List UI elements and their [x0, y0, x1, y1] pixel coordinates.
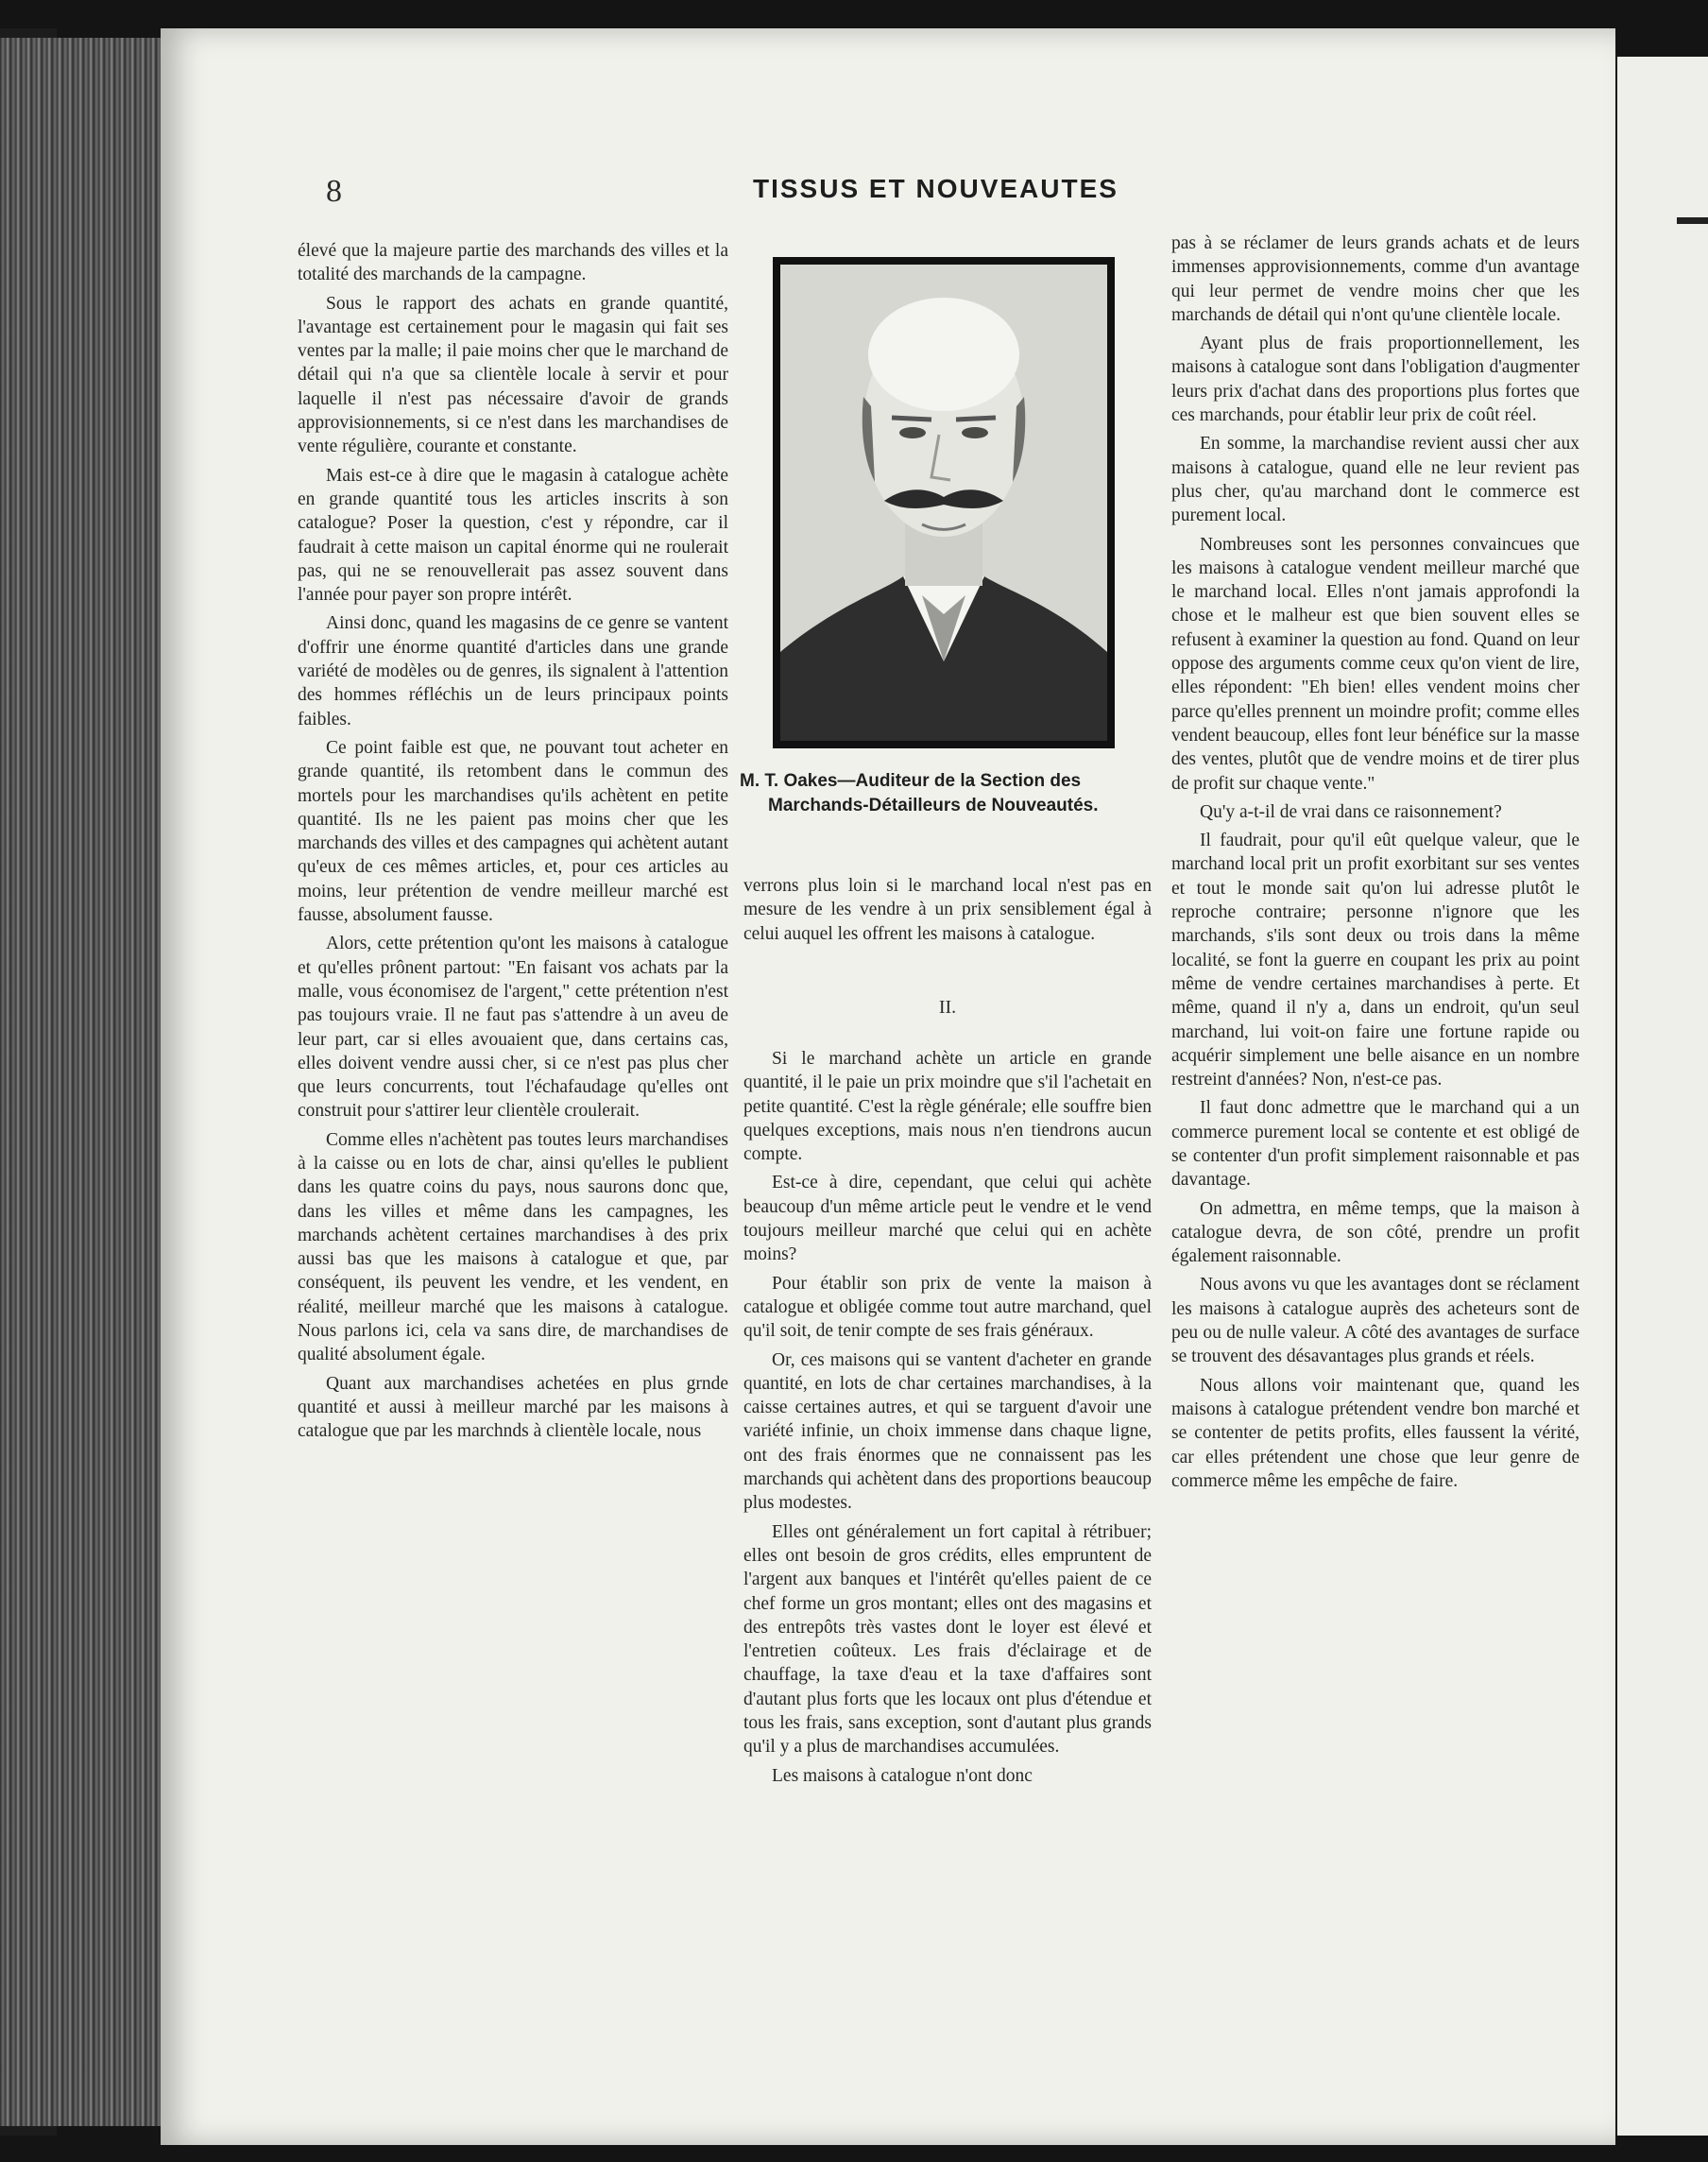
paragraph: Il faudrait, pour qu'il eût quelque valeur, que le marchand local prit un profit exorbitant sur ses ventes et tout le monde sait qu'on lui adresse plutôt le reproche contraire; personne n'ignore que les marchands, s'ils sont deux ou trois dans la même localité, se font la guerre en coupant les prix au point même de vendre certaines marchandises à perte. Et même, quand il n'y a, dans un endroit, qu'un seul marchand, lui voit-on faire une fortune rapide ou acquérir simplement une belle aisance en un nombre restreint d'années? Non, n'est-ce pas.: [1171, 831, 1580, 1090]
paragraph: pas à se réclamer de leurs grands achats et de leurs immenses approvisionnements, comme d'un avantage qui leur permet de vendre moins cher que les marchands de détail qui n'ont qu'une clientèle locale.: [1171, 233, 1580, 325]
paragraph: Il faut donc admettre que le marchand qui a un commerce purement local se contente et est obligé de se contenter d'un profit simplement raisonnable et pas davantage.: [1171, 1098, 1580, 1191]
paragraph: Elles ont généralement un fort capital à rétribuer; elles ont besoin de gros crédits, elles empruntent de l'argent aux banques et l'intérêt qu'elles paient de ce chef forme un gros montant; elles ont des magasins et des entrepôts très vastes dont le loyer est élevé et l'entretien coûteux. Les frais d'éclairage et de chauffage, la taxe d'eau et la taxe d'affaires sont d'autant plus forts que les locaux ont plus d'étendue et tous les frais, sans exception, sont d'autant plus grands qu'il y a plus de marchandises accumulées.: [743, 1521, 1152, 1758]
column-1: [298, 239, 728, 1449]
paragraph: Qu'y a-t-il de vrai dans ce raisonnement?: [1200, 801, 1502, 822]
running-head: TISSUS ET NOUVEAUTES: [753, 174, 1119, 203]
paragraph: Nous avons vu que les avantages dont se réclament les maisons à catalogue auprès des acheteurs sont de peu ou de nulle valeur. A côté des avantages de surface se trouvent des désavantages plus grands et réels.: [1171, 1275, 1580, 1367]
column-2: [743, 1047, 1152, 1793]
paragraph: Or, ces maisons qui se vantent d'acheter en grande quantité, en lots de char certaines marchandises, à la caisse certaines autres, et qui se targuent d'avoir une variété infinie, un choix immense dans chaque ligne, ont des frais énormes que ne connaissent pas les marchands qui achètent dans des proportions beaucoup plus modestes.: [743, 1349, 1152, 1514]
paragraph: On admettra, en même temps, que la maison à catalogue devra, de son côté, prendre un profit également raisonnable.: [1171, 1198, 1580, 1267]
paragraph: élevé que la majeure partie des marchands des villes et la totalité des marchands de la campagne.: [298, 241, 728, 285]
page-number: 8: [326, 174, 342, 209]
paragraph: Les maisons à catalogue n'ont donc: [772, 1765, 1033, 1786]
book-page-edges: [0, 38, 165, 2126]
paragraph: Mais est-ce à dire que le magasin à catalogue achète en grande quantité tous les articles inscrits à son catalogue? Poser la question, c'est y répondre, car il faudrait à cette maison un capital énorme qui ne roulerait pas, qui ne se renouvellerait pas assez souvent dans l'année pour payer son propre intérêt.: [298, 465, 728, 606]
paragraph: Est-ce à dire, cependant, que celui qui achète beaucoup d'un même article peut le vendre et le vend toujours meilleur marché que celui qui en achète moins?: [743, 1173, 1152, 1265]
portrait-illustration: [780, 265, 1107, 741]
facing-page: [1617, 57, 1708, 2136]
paragraph: verrons plus loin si le marchand local n'est pas en mesure de les vendre à un prix sensiblement égal à celui auquel les offrent les maisons à catalogue.: [743, 876, 1152, 944]
paragraph: Pour établir son prix de vente la maison à catalogue et obligée comme tout autre marchand, quel qu'il soit, de tenir compte de ses frais généraux.: [743, 1273, 1152, 1342]
paragraph: Quant aux marchandises achetées en plus grnde quantité et aussi à meilleur marché par les maisons à catalogue que par les marchnds à clientèle locale, nous: [298, 1373, 728, 1442]
section-heading: II.: [938, 997, 957, 1018]
paragraph: Si le marchand achète un article en grande quantité, il le paie un prix moindre que s'il l'achetait en petite quantité. C'est la règle générale; elle souffre bien quelques exceptions, mais nous n'en tiendrons aucun compte.: [743, 1049, 1152, 1165]
paragraph: Nombreuses sont les personnes convaincues que les maisons à catalogue vendent meilleur marché que le marchand local. Elles n'ont jamais approfondi la chose et le malheur est que bien souvent elles se refusent à examiner la question au fond. Quand on leur oppose des arguments comme ceux qu'on vient de lire, elles répondent: "Eh bien! elles vendent moins cher parce qu'elles prennent un moindre profit; comme elles vendent beaucoup, elles font leur bénéfice sur la masse des ventes, plutôt que de vendre moins et de tirer plus de profit sur chaque vente.": [1171, 534, 1580, 794]
paragraph: Ainsi donc, quand les magasins de ce genre se vantent d'offrir une énorme quantité d'articles dans une grande variété de modèles ou de genres, ils signalent à l'attention des hommes réfléchis un de leurs principaux points faibles.: [298, 613, 728, 729]
portrait-photo: [773, 257, 1115, 748]
paragraph: Ce point faible est que, ne pouvant tout acheter en grande quantité, ils retombent dans le commun des mortels pour les marchandises qu'ils achètent en petite quantité. Ils ne les paient pas moins cher que les marchands des villes et des campagnes qui achètent autant qu'eux de ces mêmes articles, et, pour ces articles au moins, leur prétention de vendre meilleur marché est fausse, absolument fausse.: [298, 737, 728, 926]
paragraph: Nous allons voir maintenant que, quand les maisons à catalogue prétendent vendre bon marché et se contenter de petits profits, elles faussent la vérité, car elles prétendent une chose que leur genre de commerce même les empêche de faire.: [1171, 1375, 1580, 1491]
paragraph: Sous le rapport des achats en grande quantité, l'avantage est certainement pour le magasin qui fait ses ventes par la malle; il paie moins cher que le marchand de détail qui n'a que sa clientèle locale à servir et pour laquelle il n'est pas nécessaire d'avoir de grands approvisionnements, si ce n'est dans les marchandises de vente régulière, courante et constante.: [298, 293, 728, 457]
facing-page-mark: [1677, 217, 1708, 224]
portrait-image: [780, 265, 1107, 741]
paragraph: Ayant plus de frais proportionnellement, les maisons à catalogue sont dans l'obligation d'augmenter leurs prix d'achat dans des proportions plus fortes que ces marchands, pour établir leur prix de coût réel.: [1171, 334, 1580, 426]
column-2-top: [743, 874, 1152, 951]
paragraph: Alors, cette prétention qu'ont les maisons à catalogue et qu'elles prônent partout: "En faisant vos achats par la malle, vous économisez de l'argent," cette prétention n'est pas toujours vraie. Il ne faut pas s'attendre à un aveu de leur part, car si elles avouaient que, dans certains cas, elles doivent vendre aussi cher, si ce n'est pas plus cher que leurs concurrents, tout l'échafaudage qu'elles ont construit pour s'attirer leur clientèle croulerait.: [298, 934, 728, 1122]
paragraph: Comme elles n'achètent pas toutes leurs marchandises à la caisse ou en lots de char, ainsi qu'elles le publient dans les quatre coins du pays, nous saurons donc que, dans les villes et même dans les campagnes, les marchands achètent certaines marchandises à des prix aussi bas que les maisons à catalogue et que, par conséquent, ils peuvent les vendre, et les vendent, en réalité, meilleur marché que les maisons à catalogue. Nous parlons ici, cela va sans dire, de marchandises de qualité absolument égale.: [298, 1129, 728, 1365]
paragraph: En somme, la marchandise revient aussi cher aux maisons à catalogue, quand elle ne leur revient pas plus cher, qu'au marchand dont le commerce est purement local.: [1171, 434, 1580, 526]
column-3: [1171, 232, 1580, 1498]
photo-caption: M. T. Oakes—Auditeur de la Section des Marchands-Détailleurs de Nouveautés.: [740, 771, 1099, 815]
